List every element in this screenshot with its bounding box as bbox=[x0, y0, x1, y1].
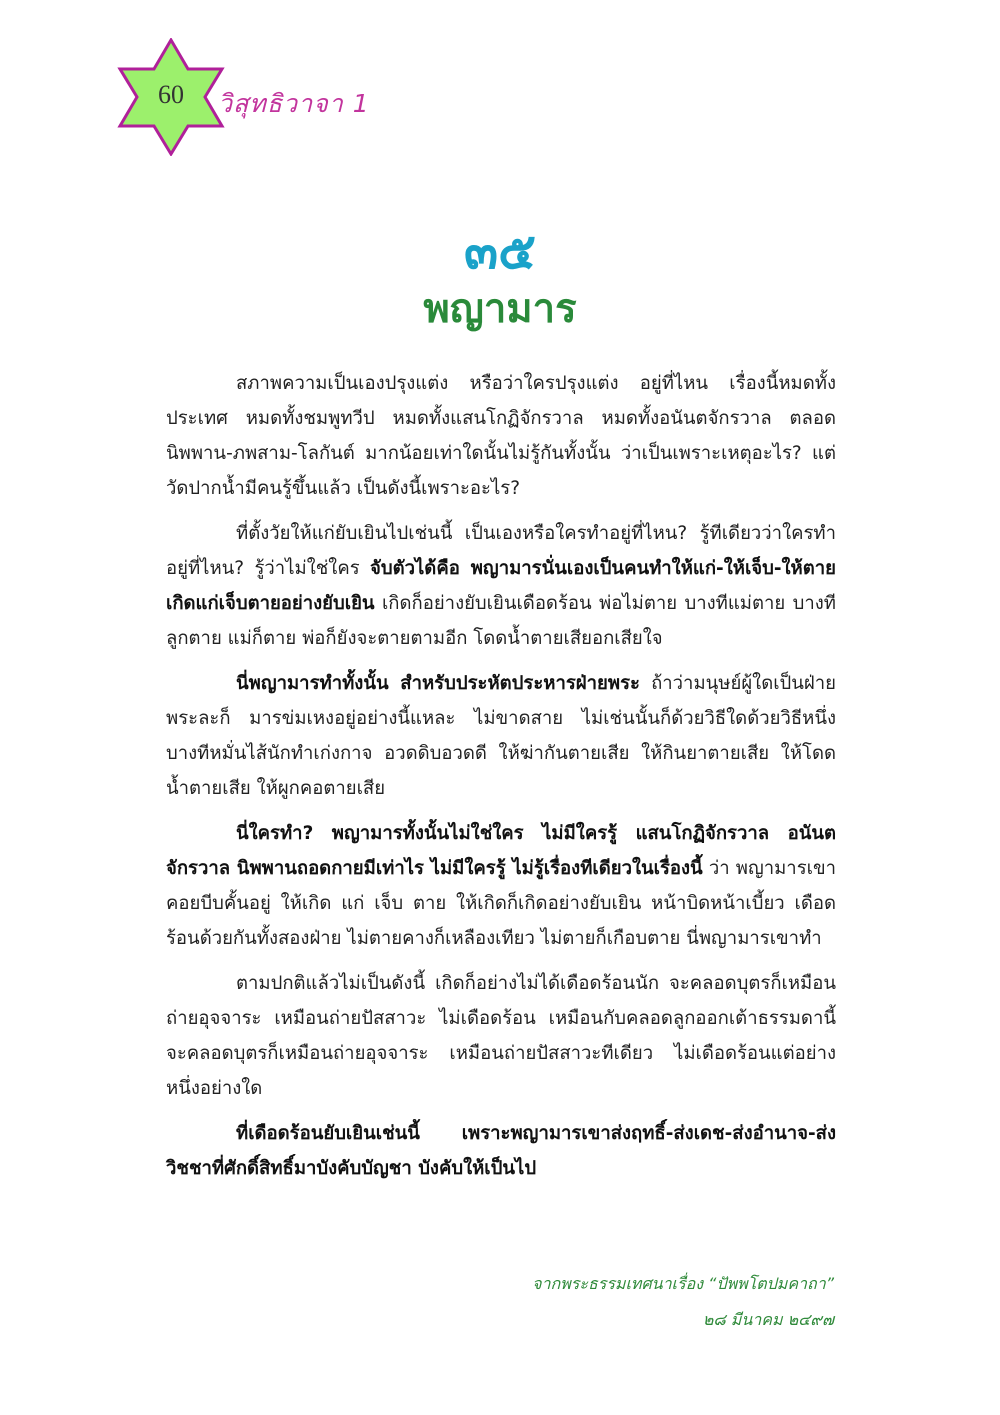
paragraph-bold-text: จับตัวได้คือ พญามารนั่นเองเป็นคนทำให้แก่-ให้เจ็บ-ให้ตาย เกิดแก่เจ็บตายอย่างยับเยิน bbox=[166, 558, 836, 614]
page-number: 60 bbox=[158, 80, 184, 109]
page-badge bbox=[112, 38, 230, 156]
paragraph-text: ว่า พญามารเขาคอยบีบคั้นอยู่ ให้เกิด แก่ เจ็บ ตาย ให้เกิดก็เกิดอย่างยับเยิน หน้าบิดหน้าเบี้ยว เดือดร้อนด้วยกันทั้งสองฝ่าย ไม่ตายคางก็เหลืองเทียว ไม่ตายก็เกือบตาย นี่พญามารเขาทำ bbox=[166, 858, 836, 949]
paragraph-bold-text: นี่ใครทำ? พญามารทั้งนั้นไม่ใช่ใคร ไม่มีใครรู้ แสนโกฏิจักรวาล อนันตจักรวาล นิพพานถอดกายมีเท่าไร ไม่มีใครรู้ ไม่รู้เรื่องทีเดียวในเรื่องนี้ bbox=[166, 823, 836, 879]
citation-date: ๒๘ มีนาคม ๒๔๙๗ bbox=[702, 1310, 834, 1329]
paragraph bbox=[166, 666, 836, 806]
paragraph-bold-text: ที่เดือดร้อนยับเยินเช่นนี้ เพราะพญามารเขาส่งฤทธิ์-ส่งเดช-ส่งอำนาจ-ส่งวิชชาที่ศักดิ์สิทธิ์มาบังคับบัญชา บังคับให้เป็นไป bbox=[166, 1123, 836, 1179]
paragraph-text: ที่ตั้งวัยให้แก่ยับเยินไปเช่นนี้ เป็นเองหรือใครทำอยู่ที่ไหน? รู้ทีเดียวว่าใครทำอยู่ที่ไหน? รู้ว่าไม่ใช่ใคร bbox=[166, 523, 836, 579]
paragraph-text: เกิดก็อย่างยับเยินเดือดร้อน พ่อไม่ตาย บางทีแม่ตาย บางทีลูกตาย แม่ก็ตาย พ่อก็ยังจะตายตามอีก โดดน้ำตายเสียอกเสียใจ bbox=[166, 593, 836, 649]
paragraph-text: สภาพความเป็นเองปรุงแต่ง หรือว่าใครปรุงแต่ง อยู่ที่ไหน เรื่องนี้หมดทั้งประเทศ หมดทั้งชมพูทวีป หมดทั้งแสนโกฏิจักรวาล หมดทั้งอนันตจักรวาล ตลอดนิพพาน-ภพสาม-โลกันต์ มากน้อยเท่าใดนั้นไม่รู้กันทั้งนั้น ว่าเป็นเพราะเหตุอะไร? แต่วัดปากน้ำมีคนรู้ขึ้นแล้ว เป็นดังนี้เพราะอะไร? bbox=[166, 373, 836, 499]
paragraph bbox=[166, 1116, 836, 1186]
paragraph bbox=[166, 366, 836, 506]
chapter-title: พญามาร bbox=[423, 286, 577, 332]
paragraph-text: ถ้าว่ามนุษย์ผู้ใดเป็นฝ่ายพระละก็ มารข่มเหงอยู่อย่างนี้แหละ ไม่ขาดสาย ไม่เช่นนั้นก็ด้วยวิธีใดด้วยวิธีหนึ่ง บางทีหมั่นไส้นักทำเก่งกาจ อวดดิบอวดดี ให้ฆ่ากันตายเสีย ให้กินยาตายเสีย ให้โดดน้ำตายเสีย ให้ผูกคอตายเสีย bbox=[166, 673, 836, 799]
paragraph-text: ตามปกติแล้วไม่เป็นดังนี้ เกิดก็อย่างไม่ได้เดือดร้อนนัก จะคลอดบุตรก็เหมือนถ่ายอุจจาระ เหมือนถ่ายปัสสาวะ ไม่เดือดร้อน เหมือนกับคลอดลูกออกเต้าธรรมดานี้ จะคลอดบุตรก็เหมือนถ่ายอุจจาระ เหมือนถ่ายปัสสาวะทีเดียว ไม่เดือดร้อนแต่อย่างหนึ่งอย่างใด bbox=[166, 973, 836, 1099]
paragraph bbox=[166, 516, 836, 656]
book-title: วิสุทธิวาจา 1 bbox=[218, 89, 370, 118]
paragraph-bold-text: นี่พญามารทำทั้งนั้น สำหรับประหัตประหารฝ่ายพระ bbox=[236, 673, 640, 694]
body-text bbox=[166, 366, 836, 1196]
paragraph bbox=[166, 966, 836, 1106]
chapter-number: ๓๕ bbox=[463, 222, 537, 280]
paragraph bbox=[166, 816, 836, 956]
source-citation: จากพระธรรมเทศนาเรื่อง “ปัพพโตปมคาถา” bbox=[532, 1274, 834, 1293]
